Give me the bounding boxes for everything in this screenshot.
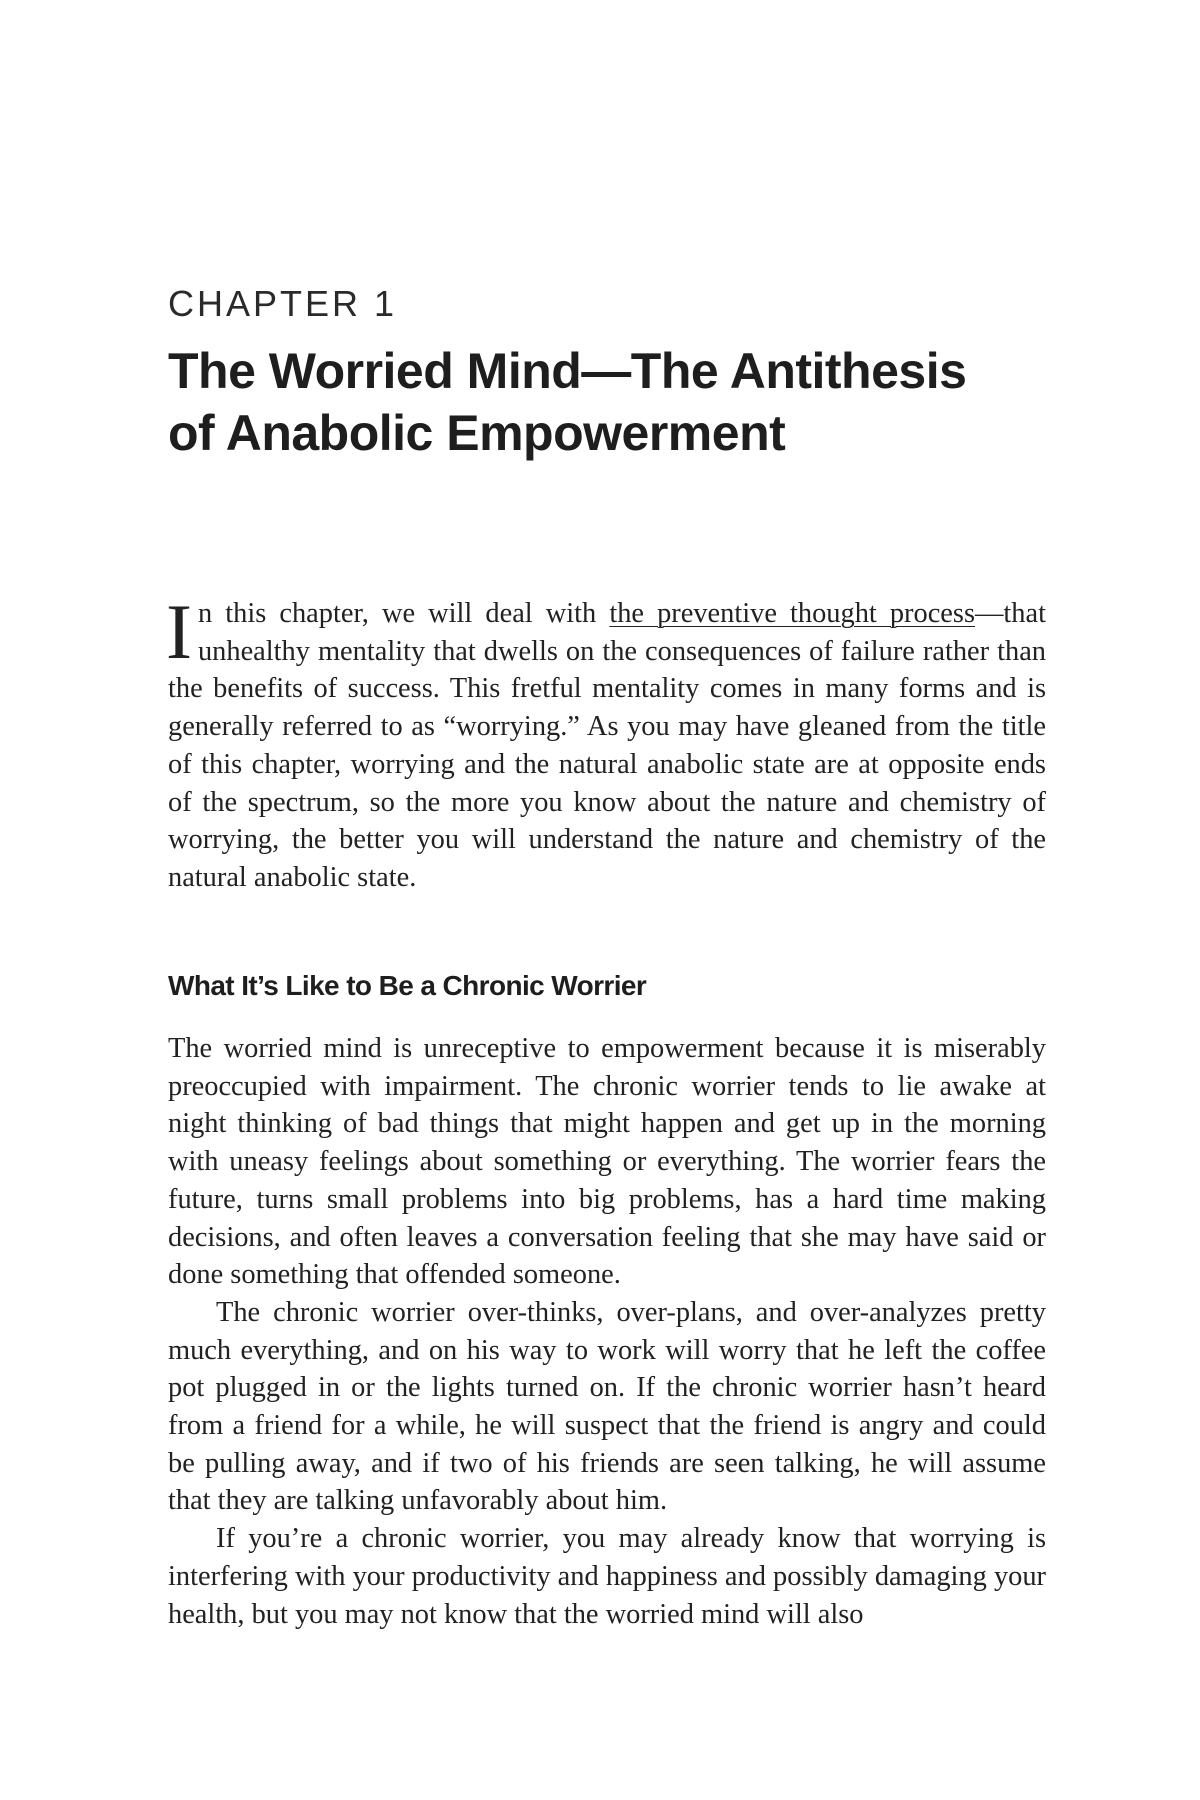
chapter-title	[168, 340, 1046, 464]
chapter-label: CHAPTER 1	[168, 283, 398, 324]
section-body	[168, 1030, 1046, 1633]
drop-cap-letter: I	[166, 588, 192, 675]
underlined-term: the preventive thought process	[609, 598, 976, 629]
intro-lead-text: n this chapter, we will deal with	[197, 598, 610, 629]
intro-rest-text: —that unhealthy mentality that dwells on the consequences of failure rather than the benefits of success. This fretful mentality comes in many forms and is generally referred to as “worrying.” As you may have gleaned from the title of this chapter, worrying and the natural anabolic state are at opposite ends of the spectrum, so the more you know about the nature and chemistry of worrying, the better you will understand the nature and chemistry of the natural anabolic state.	[168, 598, 1046, 893]
body-paragraph-2: The chronic worrier over-thinks, over-plans, and over-analyzes pretty much everything, and on his way to work will worry that he left the coffee pot plugged in or the lights turned on. If the chronic worrier hasn’t heard from a friend for a while, he will suspect that the friend is angry and could be pulling away, and if two of his friends are seen talking, he will assume that they are talking unfavorably about him.	[168, 1296, 1046, 1517]
body-paragraph-1: The worried mind is unreceptive to empowerment because it is miserably preoccupied with impairment. The chronic worrier tends to lie awake at night thinking of bad things that might happen and get up in the morning with uneasy feelings about something or everything. The worrier fears the future, turns small problems into big problems, has a hard time making decisions, and often leaves a conversation feeling that she may have said or done something that offended someone.	[168, 1033, 1046, 1291]
intro-paragraph	[166, 588, 1046, 897]
chapter-title-line-2: of Anabolic Empowerment	[168, 405, 786, 461]
body-paragraph-3: If you’re a chronic worrier, you may already know that worrying is interfering with your productivity and happiness and possibly damaging your health, but you may not know that the worried mind will also	[168, 1523, 1046, 1630]
book-page	[168, 0, 1046, 1800]
chapter-title-line-1: The Worried Mind—The Antithesis	[168, 343, 967, 399]
section-heading: What It’s Like to Be a Chronic Worrier	[168, 970, 647, 1001]
